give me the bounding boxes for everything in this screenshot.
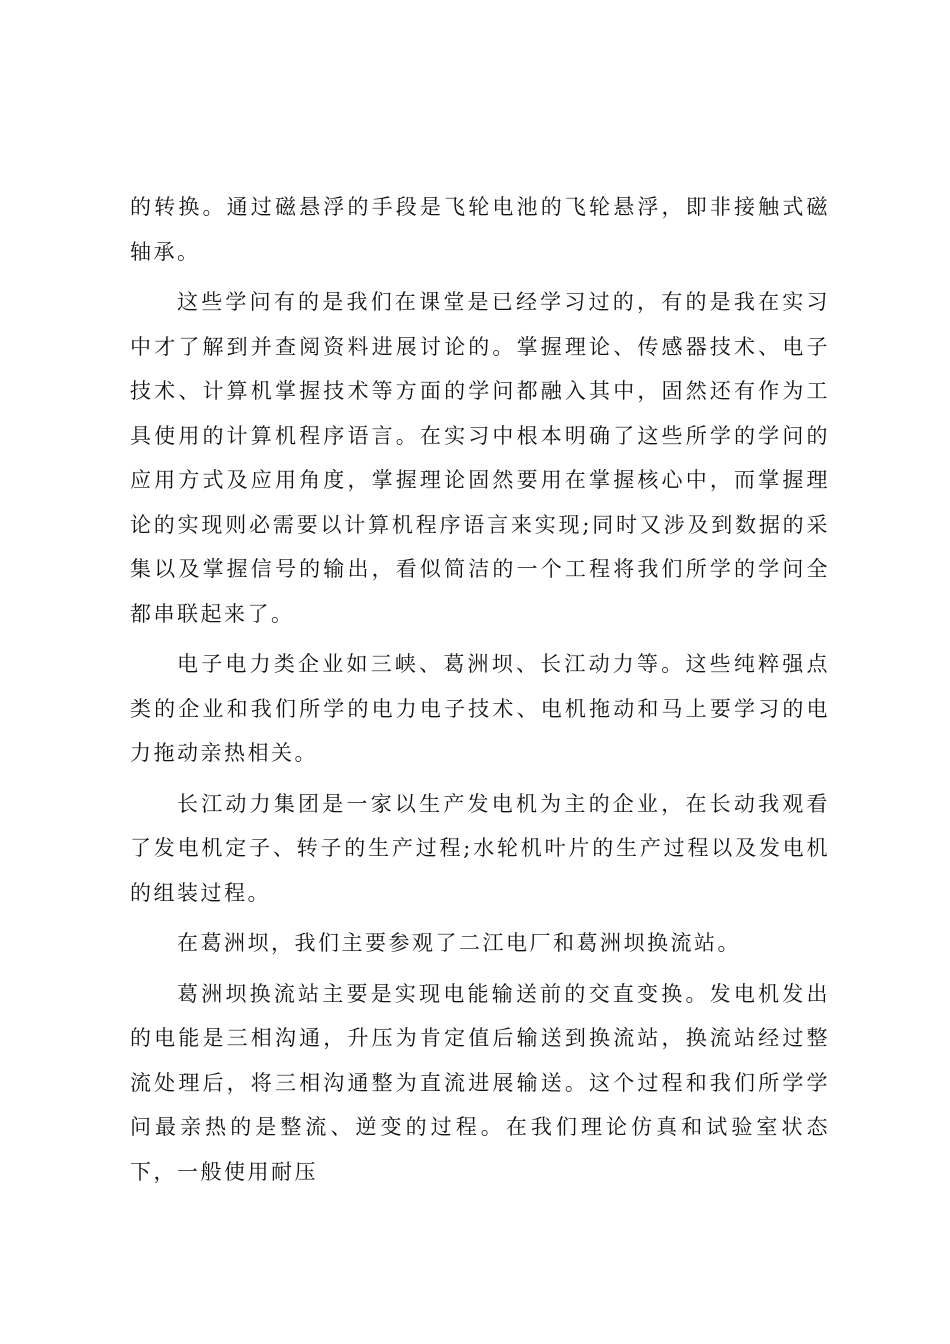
paragraph-power-companies: 电子电力类企业如三峡、葛洲坝、长江动力等。这些纯粹强点类的企业和我们所学的电力电子技术、电机拖动和马上要学习的电力拖动亲热相关。 xyxy=(130,652,830,765)
paragraph-gezhouba-visit: 在葛洲坝，我们主要参观了二江电厂和葛洲坝换流站。 xyxy=(177,931,741,955)
paragraph-knowledge: 这些学问有的是我们在课堂是已经学习过的，有的是我在实习中才了解到并查阅资料进展讨论的。掌握理论、传感器技术、电子技术、计算机掌握技术等方面的学问都融入其中，固然还有作为工具使用的计算机程序语言。在实习中根本明确了这些所学的学问的应用方式及应用角度，掌握理论固然要用在掌握核心中，而掌握理论的实现则必需要以计算机程序语言来实现;同时又涉及到数据的采集以及掌握信号的输出，看似简洁的一个工程将我们所学的学问全都串联起来了。 xyxy=(130,290,830,626)
paragraph-changjiang-power: 长江动力集团是一家以生产发电机为主的企业，在长动我观看了发电机定子、转子的生产过程;水轮机叶片的生产过程以及发电机的组装过程。 xyxy=(130,791,830,905)
document-body xyxy=(130,185,830,1200)
paragraph-converter-station: 葛洲坝换流站主要是实现电能输送前的交直变换。发电机发出的电能是三相沟通，升压为肯定值后输送到换流站，换流站经过整流处理后，将三相沟通整为直流进展输送。这个过程和我们所学学问最亲热的是整流、逆变的过程。在我们理论仿真和试验室状态下，一般使用耐压 xyxy=(130,981,830,1184)
paragraph-continuation: 的转换。通过磁悬浮的手段是飞轮电池的飞轮悬浮，即非接触式磁轴承。 xyxy=(130,195,830,264)
